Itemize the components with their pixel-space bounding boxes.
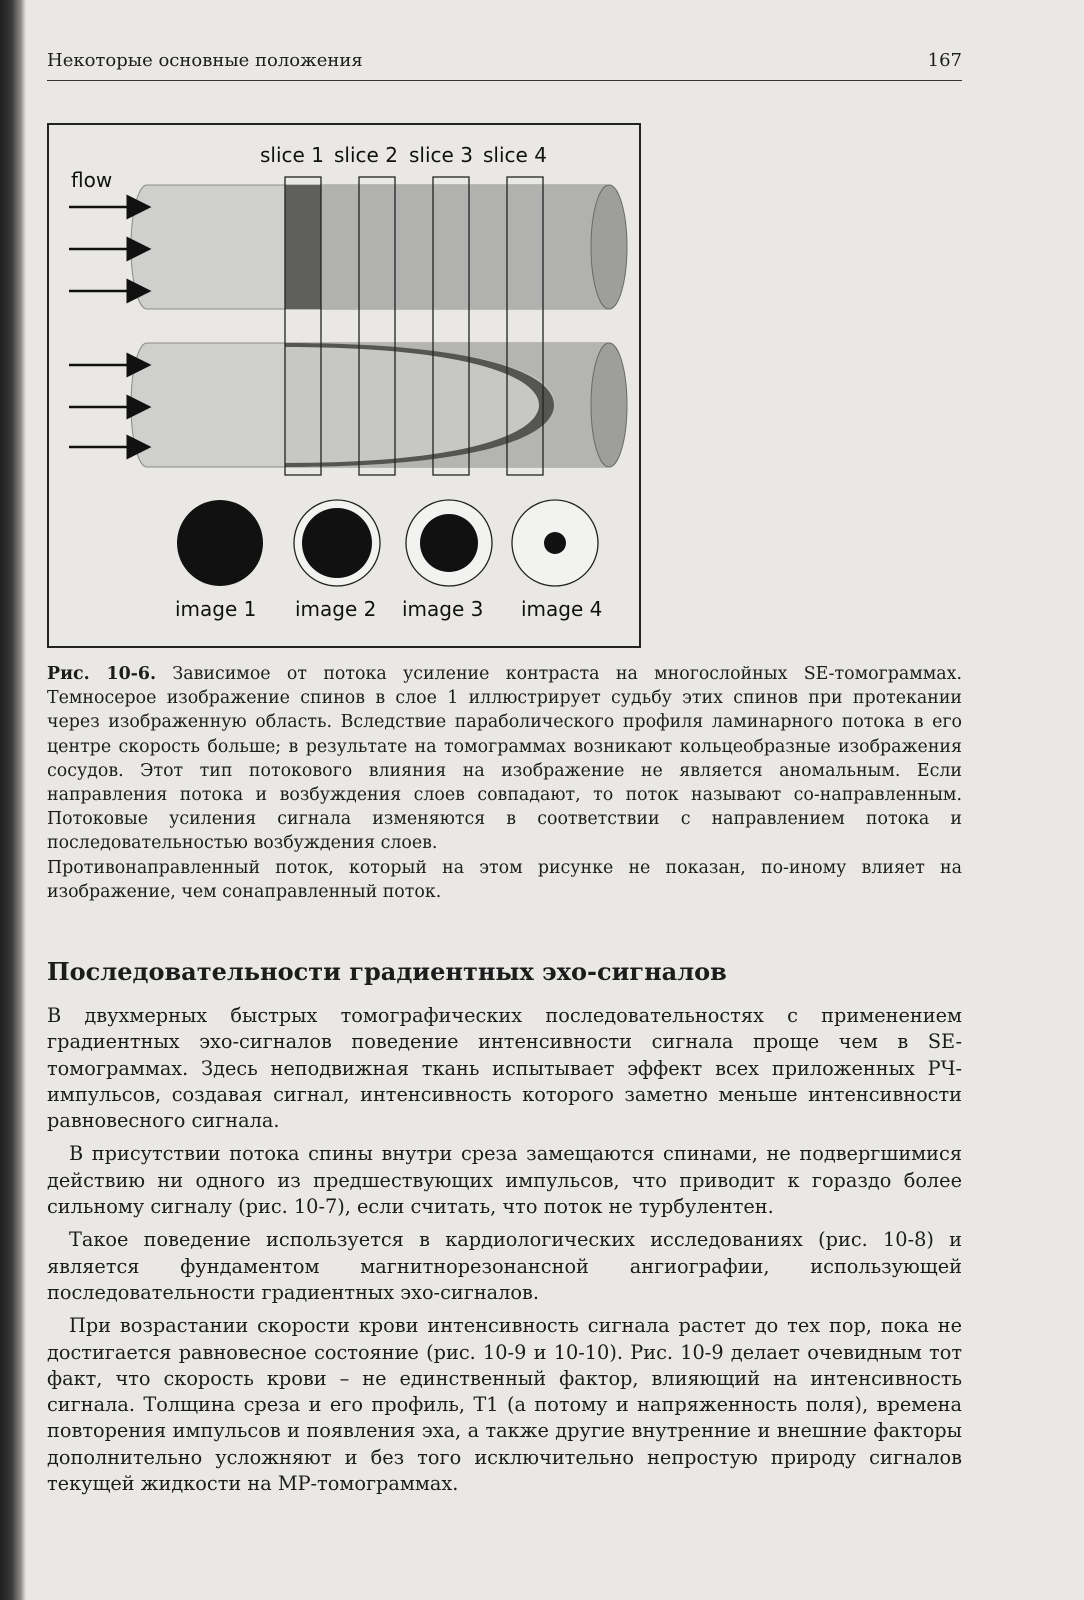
lower-tube-end (591, 343, 627, 467)
body-text (47, 1003, 962, 1504)
figure-caption (47, 662, 962, 904)
slice-1-dark-spins (285, 185, 321, 309)
slice-label: slice 2 (334, 143, 398, 167)
flow-diagram-svg (49, 125, 639, 646)
running-title: Некоторые основные положения (47, 50, 363, 71)
body-paragraph: В присутствии потока спины внутри среза замещаются спинами, не подвергшимися действию ни одного из предшествующих импульсов, что приводит к гораздо более сильному сигналу (рис. 10-7), если считать, что поток не турбулентен. (47, 1142, 962, 1219)
image-4-core (544, 532, 566, 554)
running-head (47, 50, 962, 81)
image-disks (177, 500, 598, 586)
figure-flow-diagram (47, 123, 641, 648)
image-label: image 1 (175, 597, 257, 621)
body-paragraph: В двухмерных быстрых томографических последовательностях с применением градиентных эхо-сигналов поведение интенсивности сигнала проще чем в SE-томограммах. Здесь неподвижная ткань испытывает эффект всех приложенных РЧ-импульсов, создавая сигнал, интенсивность которого заметно меньше интенсивности равновесного сигнала. (47, 1004, 962, 1133)
image-2-core (302, 508, 372, 578)
caption-paragraph (47, 662, 962, 856)
image-3-core (420, 514, 478, 572)
image-1-disk (177, 500, 263, 586)
body-paragraph: Такое поведение используется в кардиологических исследованиях (рис. 10-8) и является фундаментом магнитнорезонансной ангиографии, использующей последовательности градиентных эхо-сигналов. (47, 1228, 962, 1304)
slice-label: slice 4 (483, 143, 547, 167)
section-heading: Последовательности градиентных эхо-сигналов (47, 957, 727, 986)
book-binding-shadow (0, 0, 26, 1600)
caption-text: Зависимое от потока усиление контраста на многослойных SE-томограммах. Темносерое изображение спинов в слое 1 иллюстрирует судьбу этих спинов при протекании через изображенную область. Вследствие параболического профиля ламинарного потока в его центре скорость больше; в результате на томограммах возникают кольцеобразные изображения сосудов. Этот тип потокового влияния на изображение не является аномальным. Если направления потока и возбуждения слоев совпадают, то поток называют со-направленным. Потоковые усиления сигнала изменяются в соответствии с направлением потока и последовательностью возбуждения слоев. (47, 664, 962, 854)
image-label: image 4 (521, 597, 603, 621)
caption-paragraph: Противонаправленный поток, который на этом рисунке не показан, по-иному влияет на изображение, чем сонаправленный поток. (47, 857, 962, 902)
image-label: image 3 (402, 597, 484, 621)
caption-label: Рис. 10-6. (47, 664, 157, 684)
slice-label: slice 1 (260, 143, 324, 167)
flow-label: flow (71, 168, 113, 192)
body-paragraph: При возрастании скорости крови интенсивность сигнала растет до тех пор, пока не достигается равновесное состояние (рис. 10-9 и 10-10). Рис. 10-9 делает очевидным тот факт, что скорость крови – не единственный фактор, влияющий на интенсивность сигнала. Толщина среза и его профиль, T1 (а потому и напряженность поля), времена повторения импульсов и появления эха, а также другие внутренние и внешние факторы дополнительно усложняют и без того исключительно непростую природу сигналов текущей жидкости на МР-томограммах. (47, 1314, 962, 1496)
upper-tube (131, 185, 627, 309)
image-label: image 2 (295, 597, 377, 621)
lower-tube (131, 343, 627, 467)
page-number: 167 (927, 50, 962, 71)
book-page (47, 0, 962, 1600)
upper-tube-end (591, 185, 627, 309)
slice-label: slice 3 (409, 143, 473, 167)
upper-tube-shaded-segment (285, 185, 609, 309)
